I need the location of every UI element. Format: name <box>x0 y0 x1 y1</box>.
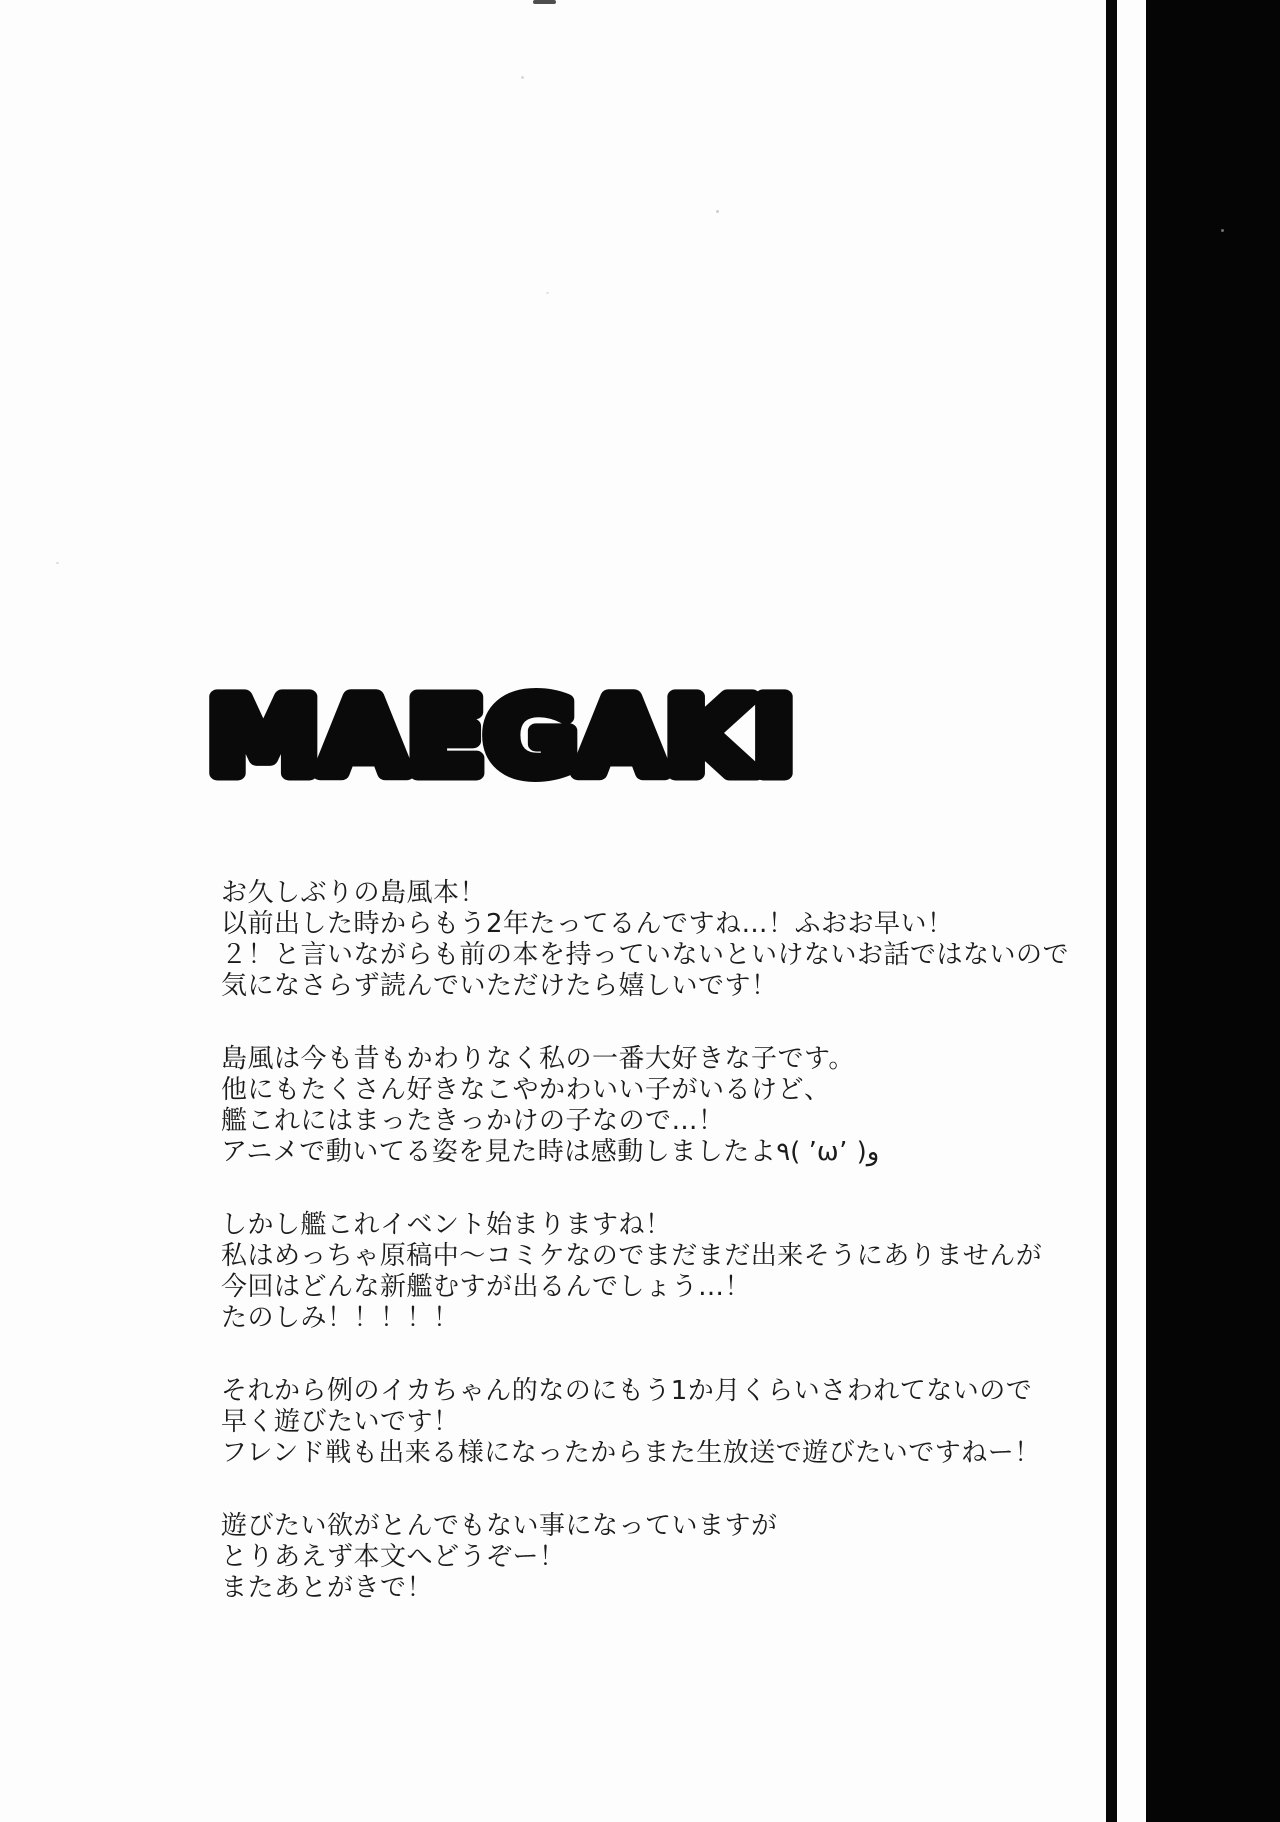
text-line: 私はめっちゃ原稿中～コミケなのでまだまだ出来そうにありませんが <box>221 1241 1043 1271</box>
page-title <box>203 663 843 813</box>
bubble-title-graphic <box>203 663 843 813</box>
text-line: ２！と言いながらも前の本を持っていないといけないお話ではないので <box>221 940 1070 970</box>
paragraph <box>221 1376 1041 1469</box>
text-line: 気になさらず読んでいただけたら嬉しいです！ <box>221 971 778 1001</box>
scan-speck <box>521 76 524 79</box>
text-line: たのしみ！！！！！ <box>221 1303 460 1333</box>
text-line: お久しぶりの島風本！ <box>221 878 487 908</box>
text-line: それから例のイカちゃん的なのにもう1か月くらいさわれてないので <box>221 1376 1033 1406</box>
page-title-text: MAEGAKI <box>207 676 795 798</box>
text-line: 島風は今も昔もかわりなく私の一番大好きな子です。 <box>221 1044 855 1074</box>
text-line: 今回はどんな新艦むすが出るんでしょう…！ <box>221 1272 752 1302</box>
scan-speck <box>533 0 556 4</box>
text-line: 以前出した時からもう2年たってるんですね…！ふおお早い！ <box>221 909 954 939</box>
scan-speck <box>546 292 549 294</box>
page-gutter-line <box>1106 0 1117 1822</box>
scan-speck <box>56 562 59 564</box>
text-line: 遊びたい欲がとんでもない事になっていますが <box>221 1511 778 1541</box>
paragraph <box>221 1210 1043 1334</box>
text-line: 他にもたくさん好きなこやかわいい子がいるけど、 <box>221 1075 831 1105</box>
text-line: 早く遊びたいです！ <box>221 1407 460 1437</box>
paragraph <box>221 1511 941 1604</box>
paragraph <box>221 878 1070 1002</box>
preface-text-column <box>221 878 1070 1646</box>
scan-speck <box>716 210 719 213</box>
text-line: とりあえず本文へどうぞー！ <box>221 1542 566 1572</box>
scan-speck <box>1221 229 1224 232</box>
text-line: フレンド戦も出来る様になったからまた生放送で遊びたいですねー！ <box>221 1438 1041 1468</box>
scan-black-bar <box>1146 0 1280 1822</box>
text-line: 艦これにはまったきっかけの子なので…！ <box>221 1106 725 1136</box>
text-line: アニメで動いてる姿を見た時は感動しましたよ٩( ’ω’ )و <box>221 1137 880 1167</box>
text-line: またあとがきで！ <box>221 1573 434 1603</box>
paragraph <box>221 1044 941 1168</box>
text-line: しかし艦これイベント始まりますね！ <box>221 1210 672 1240</box>
